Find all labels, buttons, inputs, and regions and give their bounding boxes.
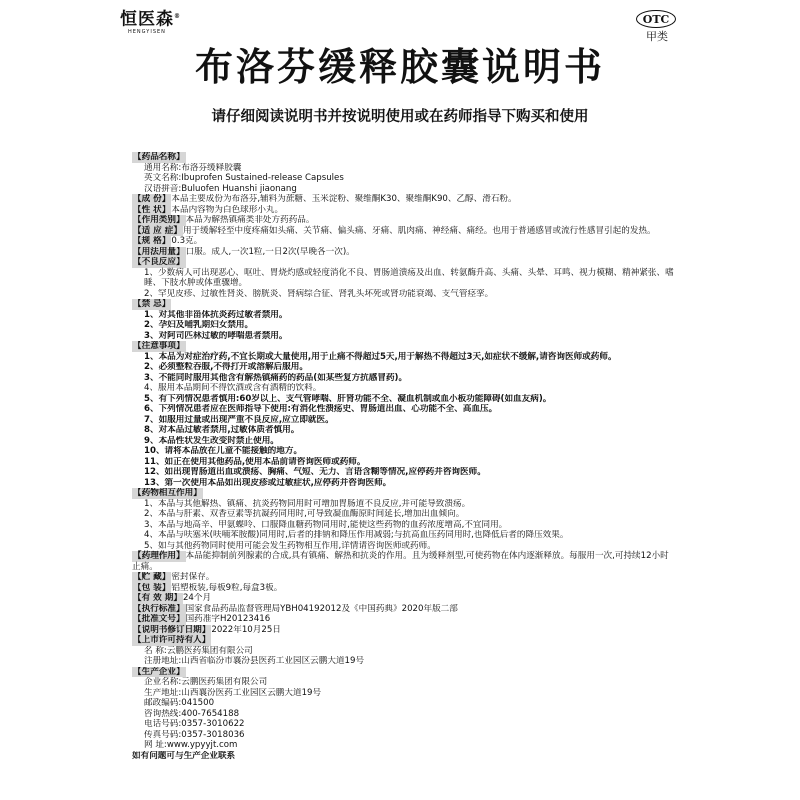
caution-item: 13、第一次使用本品如出现皮疹或过敏症状,应停药并咨询医师。 [144,477,392,488]
brand-logo [120,8,181,36]
section-header-holder: 【上市许可持有人】 [133,635,211,645]
section-header-validity: 【有 效 期】 [133,593,182,603]
brand-sub: HENGYISEN [128,28,166,35]
holder-name: 名 称:云鹏医药集团有限公司 [144,645,253,656]
section-header-spec: 【规 格】 [133,236,171,246]
page-title: 布洛芬缓释胶囊说明书 [194,45,605,89]
caution-item: 7、如服用过量或出现严重不良反应,应立即就医。 [144,414,334,425]
postcode: 邮政编码:041500 [144,698,215,708]
leaflet-body [132,152,677,761]
approval-text: 国药准字H20123416 [185,614,271,624]
indication-text: 用于缓解轻至中度疼痛如头痛、关节痛、偏头痛、牙痛、肌肉痛、神经痛、痛经。也用于普通感冒或流行性感冒引起的发热。 [182,225,656,236]
storage-text: 密封保存。 [171,572,215,582]
caution-item: 5、有下列情况患者慎用:60岁以上、支气管哮喘、肝肾功能不全、凝血机制或血小板功能障碍(如血友病)。 [144,393,552,404]
section-header-composition: 【成 份】 [133,194,171,204]
section-header-usage: 【用法用量】 [133,246,185,257]
phone-number: 电话号码:0357-3010622 [144,719,245,729]
section-header-pharmacology: 【药理作用】 [133,551,185,561]
spec-text: 0.3克。 [171,236,203,246]
otc-category: 甲类 [646,30,668,43]
interaction-item: 5、如与其他药物同时使用可能会发生药物相互作用,详情请咨询医师或药师。 [144,540,436,551]
section-header-approval: 【批准文号】 [133,614,185,624]
validity-text: 24个月 [182,593,212,603]
interaction-item: 2、本品与肝素、双香豆素等抗凝药同用时,可导致凝血酶原时间延长,增加出血倾向。 [144,509,465,519]
section-header-package: 【包 装】 [133,582,171,593]
contact-note: 如有问题可与生产企业联系 [132,750,236,761]
revised-date: 2022年10月25日 [211,624,281,635]
standard-text: 国家食品药品监督管理局YBH04192012及《中国药典》2020年版二部 [185,603,458,614]
section-header-revised: 【说明书修订日期】 [133,624,211,635]
caution-item: 1、本品为对症治疗药,不宜长期或大量使用,用于止痛不得超过5天,用于解热不得超过3天,如症状不缓解,请咨询医师或药师。 [144,351,617,362]
website: 网 址:www.ypyyjt.com [144,740,238,750]
interaction-item: 4、本品与呋塞米(呋喃苯胺酸)同用时,后者的排钠和降压作用减弱;与抗高血压药同用时,也降低后者的降压效果。 [144,530,569,540]
caution-item: 3、不能同时服用其他含有解热镇痛药的药品(如某些复方抗感冒药)。 [144,372,408,383]
section-header-caution: 【注意事项】 [133,341,185,351]
maker-name: 企业名称:云鹏医药集团有限公司 [144,677,268,687]
section-header-name: 【药品名称】 [133,152,185,162]
caution-item: 11、如正在使用其他药品,使用本品前请咨询医师或药师。 [144,456,366,467]
section-header-contra: 【禁 忌】 [133,299,171,309]
section-header-interaction: 【药物相互作用】 [133,488,202,498]
maker-address: 生产地址:山西襄汾医药工业园区云鹏大道19号 [144,687,322,698]
contra-item: 1、对其他非甾体抗炎药过敏者禁用。 [144,309,288,320]
holder-address: 注册地址:山西省临汾市襄汾县医药工业园区云鹏大道19号 [144,656,365,666]
interaction-item: 3、本品与地高辛、甲氨蝶呤、口服降血糖药物同用时,能使这些药物的血药浓度增高,不宜同用。 [144,519,508,530]
adverse-item: 1、少数病人可出现恶心、呕吐、胃烧灼感或轻度消化不良、胃肠道溃疡及出血、转氨酶升高、头痛、头晕、耳鸣、视力模糊、精神紧张、嗜睡、下肢水肿或体重骤增。 [144,267,674,288]
section-header-maker: 【生产企业】 [133,666,185,677]
english-name: 英文名称:Ibuprofen Sustained-release Capsules [144,173,344,183]
section-header-adverse: 【不良反应】 [133,257,185,267]
caution-item: 4、服用本品期间不得饮酒或含有酒精的饮料。 [144,383,322,393]
section-header-storage: 【贮 藏】 [133,572,171,582]
composition-text: 本品主要成份为布洛芬,辅料为蔗糖、玉米淀粉、聚维酮K30、聚维酮K90、乙醇、滑石粉。 [171,194,517,204]
caution-item: 9、本品性状发生改变时禁止使用。 [144,435,279,446]
interaction-item: 1、本品与其他解热、镇痛、抗炎药物同用时可增加胃肠道不良反应,并可能导致溃疡。 [144,498,471,509]
caution-item: 6、下列情况患者应在医师指导下使用:有消化性溃疡史、胃肠道出血、心功能不全、高血压。 [144,404,498,414]
usage-text: 口服。成人,一次1粒,一日2次(早晚各一次)。 [185,246,355,257]
caution-item: 8、对本品过敏者禁用,过敏体质者慎用。 [144,425,300,435]
section-header-property: 【性 状】 [133,204,171,215]
hotline: 咨询热线:400-7654188 [144,708,240,719]
pharmacology-text: 本品能抑制前列腺素的合成,具有镇痛、解热和抗炎的作用。且为缓释剂型,可使药物在体内逐渐释放。每服用一次,可持续12小时止痛。 [132,551,669,572]
caution-item: 2、必须整粒吞服,不得打开或溶解后服用。 [144,362,308,372]
contra-item: 3、对阿司匹林过敏的哮喘患者禁用。 [144,330,288,341]
generic-name: 通用名称:布洛芬缓释胶囊 [144,162,242,173]
property-text: 本品内容物为白色球形小丸。 [171,204,284,215]
package-text: 铝塑板装,每板9粒,每盒3板。 [171,582,283,593]
section-header-category: 【作用类别】 [133,215,185,225]
section-header-indication: 【适 应 症】 [133,225,182,236]
category-text: 本品为解热镇痛类非处方药药品。 [185,215,315,225]
adverse-item: 2、罕见皮疹、过敏性肾炎、膀胱炎、肾病综合征、肾乳头坏死或肾功能衰竭、支气管痉挛。 [144,288,494,299]
pinyin-name: 汉语拼音:Buluofen Huanshi jiaonang [144,183,297,194]
otc-badge: OTC [636,10,676,28]
caution-item: 12、如出现胃肠道出血或溃疡、胸痛、气短、无力、言语含糊等情况,应停药并咨询医师。 [144,467,486,477]
contra-item: 2、孕妇及哺乳期妇女禁用。 [144,320,254,330]
caution-item: 10、请将本品放在儿童不能接触的地方。 [144,446,303,456]
fax-number: 传真号码:0357-3018036 [144,729,245,740]
section-header-standard: 【执行标准】 [133,603,185,614]
page-subtitle: 请仔细阅读说明书并按说明使用或在药师指导下购买和使用 [211,109,589,125]
brand-name: 恒医森® [120,9,181,30]
